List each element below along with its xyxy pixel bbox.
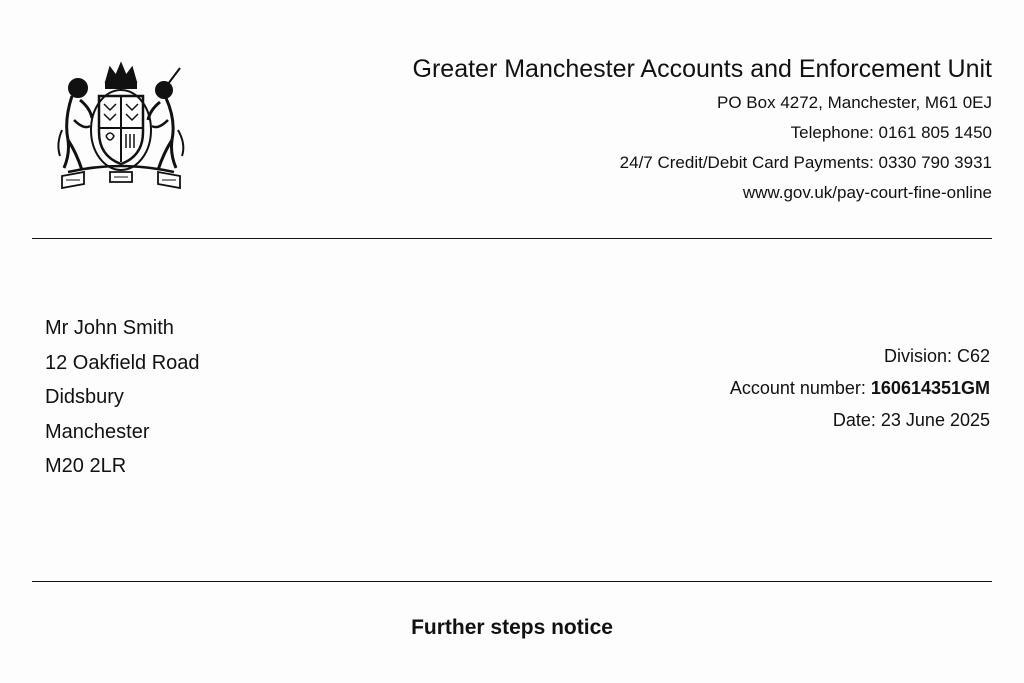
org-card-payments: 24/7 Credit/Debit Card Payments: 0330 790 3931 (619, 153, 992, 172)
reference-block (730, 340, 990, 436)
notice-title: Further steps notice (411, 616, 613, 639)
division: Division: C62 (883, 346, 990, 366)
org-telephone: Telephone: 0161 805 1450 (790, 123, 992, 142)
account-number: 160614351GM (870, 378, 990, 398)
recipient-street: 12 Oakfield Road (45, 351, 200, 374)
account-number-label: Account number: (729, 378, 871, 398)
recipient-name: Mr John Smith (45, 317, 174, 339)
recipient-postcode: M20 2LR (45, 455, 127, 477)
sender-details (413, 52, 992, 208)
org-website: www.gov.uk/pay-court-fine-online (742, 183, 992, 202)
recipient-area: Didsbury (45, 386, 124, 408)
letter-date: Date: 23 June 2025 (832, 410, 990, 430)
body-divider (32, 581, 992, 582)
recipient-city: Manchester (45, 420, 150, 443)
header-divider (32, 238, 992, 239)
recipient-address (45, 311, 200, 484)
account-number-line (730, 372, 990, 404)
org-address: PO Box 4272, Manchester, M61 0EJ (717, 93, 992, 112)
royal-crest-icon (54, 60, 188, 192)
org-name: Greater Manchester Accounts and Enforcement Unit (412, 55, 992, 83)
